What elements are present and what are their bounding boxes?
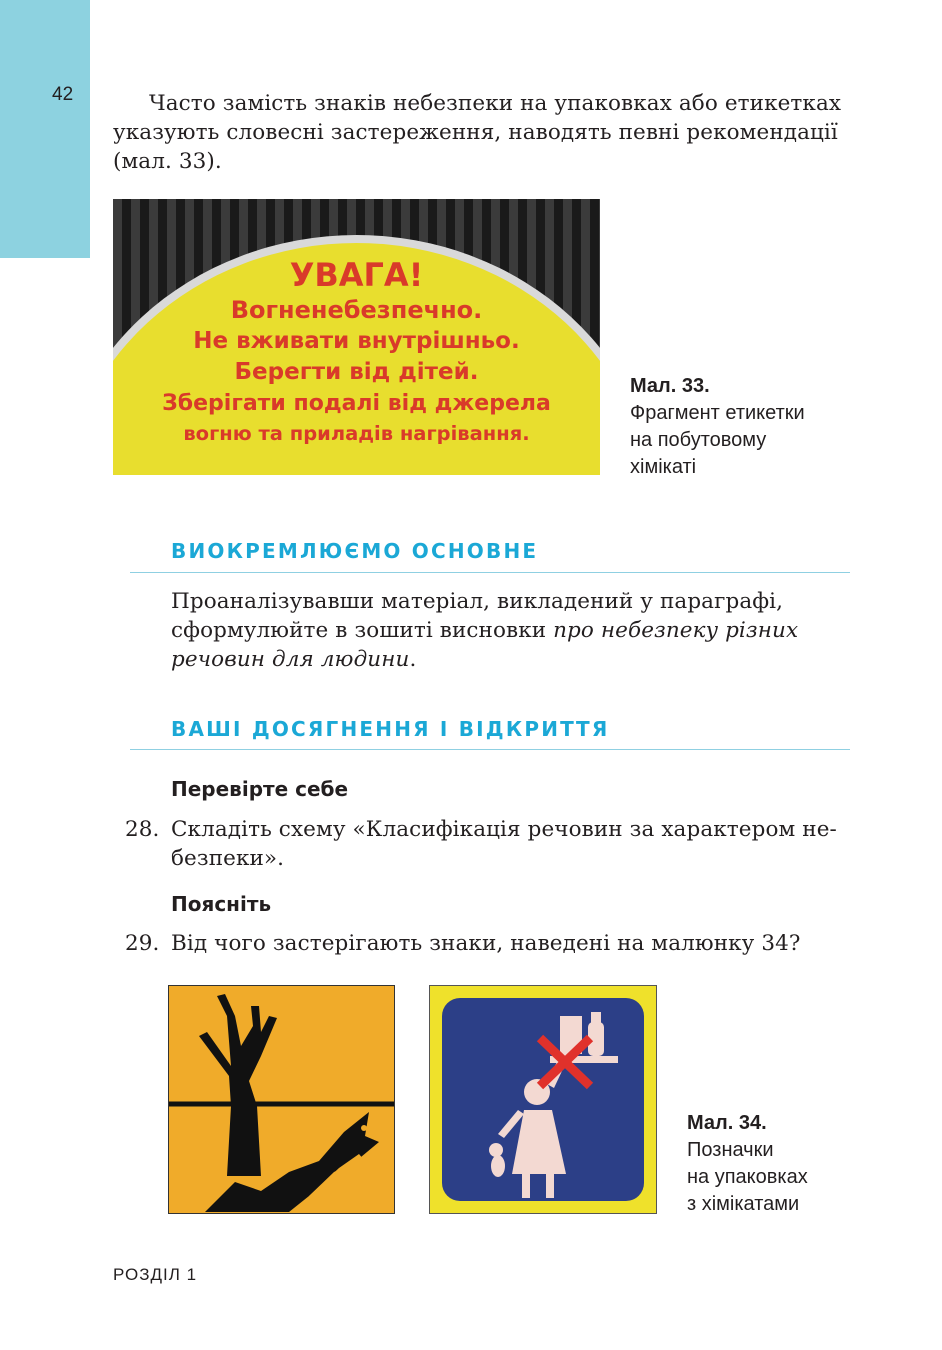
intro-line: указують словесні застереження, наводять певні рекомендації — [113, 120, 838, 145]
caption-line: Фрагмент етикетки — [630, 402, 805, 424]
summary-emphasis: речовин для людини — [171, 647, 410, 672]
warning-line: Зберігати подалі від джерела — [162, 391, 551, 416]
warning-line: Берегти від дітей. — [234, 359, 479, 385]
warning-line: Не вживати внутрішньо. — [193, 328, 520, 354]
page-number: 42 — [52, 84, 74, 105]
caption-line: Позначки — [687, 1139, 774, 1161]
intro-line: (мал. 33). — [113, 149, 222, 174]
dead-tree-fish-icon — [169, 986, 394, 1213]
warning-label-text — [113, 255, 600, 449]
summary-text: сформулюйте в зошиті висновки — [171, 618, 554, 643]
child-sign-panel — [442, 998, 644, 1201]
task-28 — [125, 815, 865, 873]
summary-line: Проаналізувавши матеріал, викладений у параграфі, — [171, 589, 784, 614]
caption-title: Мал. 33. — [630, 375, 710, 397]
caption-title: Мал. 34. — [687, 1112, 767, 1134]
figure-33-caption — [630, 373, 805, 481]
figure-33-photo — [113, 199, 600, 475]
caption-line: з хімікатами — [687, 1193, 800, 1215]
side-tab — [0, 0, 90, 258]
keep-away-from-children-icon — [429, 985, 657, 1214]
page-footer: РОЗДІЛ 1 — [113, 1265, 198, 1284]
caption-line: на упаковках — [687, 1166, 808, 1188]
subheading-explain: Поясніть — [171, 892, 272, 916]
child-reaching-shelf-icon — [442, 998, 644, 1201]
figure-34-caption — [687, 1110, 808, 1218]
task-number: 28. — [125, 817, 160, 842]
task-29 — [125, 929, 865, 958]
warning-line: Вогненебезпечно. — [230, 296, 483, 324]
caption-line: на побутовому — [630, 429, 767, 451]
section-heading-achievements: ВАШІ ДОСЯГНЕННЯ І ВІДКРИТТЯ — [171, 717, 610, 741]
section-divider — [130, 572, 850, 573]
caption-line: хімікаті — [630, 456, 697, 478]
task-line: Складіть схему «Класифікація речовин за характером не- — [171, 817, 837, 842]
summary-emphasis: про небезпеку різних — [553, 618, 799, 643]
subheading-check-yourself: Перевірте себе — [171, 777, 349, 801]
intro-paragraph — [113, 89, 873, 176]
summary-paragraph — [171, 587, 871, 674]
section-heading-summary: ВИОКРЕМЛЮЄМО ОСНОВНЕ — [171, 539, 539, 563]
section-divider — [130, 749, 850, 750]
task-text: Від чого застерігають знаки, наведені на малюнку 34? — [171, 931, 801, 956]
intro-line: Часто замість знаків небезпеки на упаковках або етикетках — [149, 91, 842, 116]
environment-hazard-icon — [168, 985, 395, 1214]
summary-line — [171, 616, 871, 645]
warning-line: вогню та приладів нагрівання. — [183, 422, 530, 445]
summary-line — [171, 645, 871, 674]
summary-text: . — [409, 647, 417, 672]
task-number: 29. — [125, 931, 160, 956]
task-text — [171, 815, 865, 873]
task-line: безпеки». — [171, 846, 285, 871]
warning-line: УВАГА! — [289, 256, 424, 294]
